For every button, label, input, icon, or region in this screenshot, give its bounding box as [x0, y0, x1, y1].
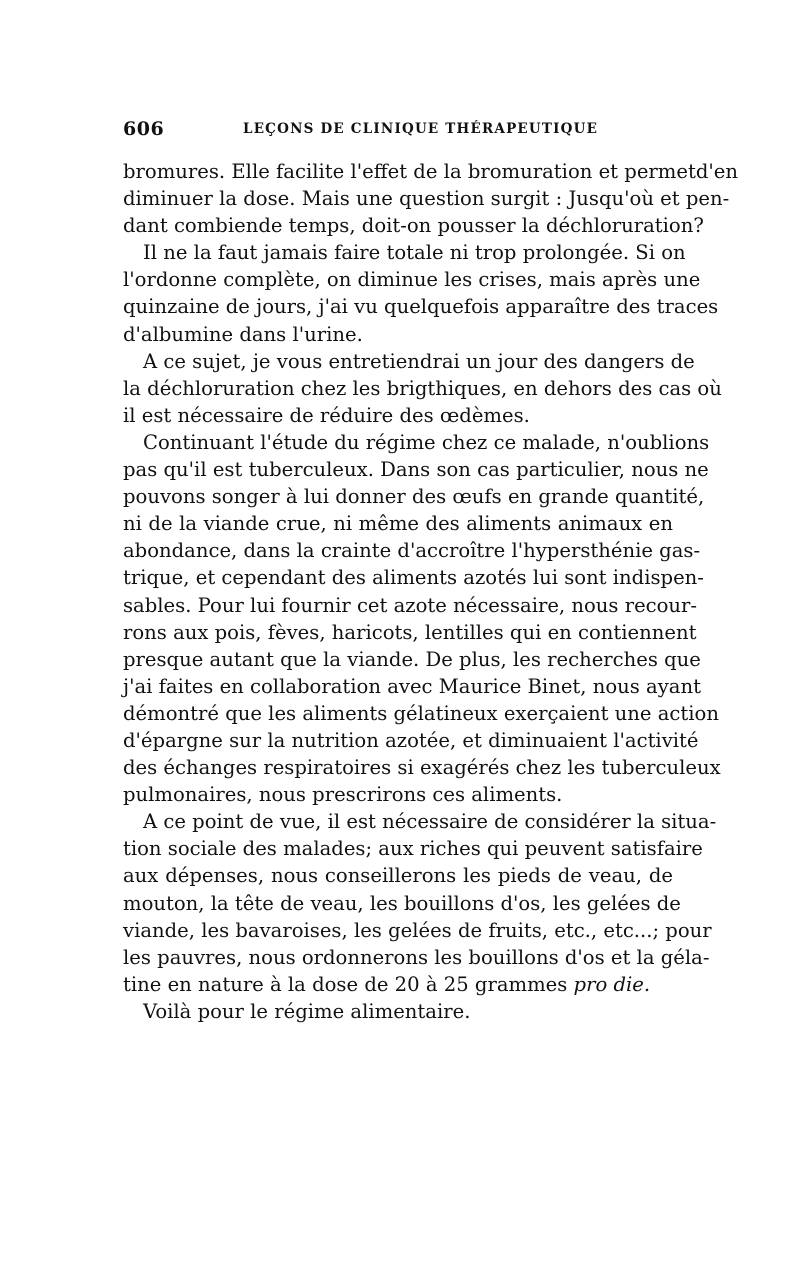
text-line: aux dépenses, nous conseillerons les pieds de veau, de [123, 864, 673, 888]
text-run: tine en nature à la dose de 20 à 25 grammes [123, 972, 574, 996]
text-line: bromures. Elle facilite l'effet de la bromuration et permetd'en [123, 160, 738, 183]
text-line: viande, les bavaroises, les gelées de fruits, etc., etc...; pour [123, 918, 712, 942]
text-line: abondance, dans la crainte d'accroître l'hypersthénie gas- [123, 539, 701, 563]
paragraph [123, 808, 717, 998]
paragraph [123, 348, 722, 429]
page-header [123, 118, 683, 148]
text-line: pouvons songer à lui donner des œufs en grande quantité, [123, 485, 705, 509]
text-line: presque autant que la viande. De plus, les recherches que [123, 647, 701, 671]
text-line: tion sociale des malades; aux riches qui peuvent satisfaire [123, 837, 703, 861]
text-line: les pauvres, nous ordonnerons les bouillons d'os et la géla- [123, 945, 710, 969]
text-line: trique, et cependant des aliments azotés lui sont indispen- [123, 566, 704, 590]
italic-text-run: pro die. [573, 972, 651, 996]
text-line: mouton, la tête de veau, les bouillons d'os, les gelées de [123, 891, 681, 915]
text-line: dant combiende temps, doit-on pousser la déchloruration? [123, 214, 704, 238]
text-line: pas qu'il est tuberculeux. Dans son cas particulier, nous ne [123, 458, 709, 482]
text-line: diminuer la dose. Mais une question surgit : Jusqu'où et pen- [123, 187, 730, 211]
paragraph [123, 429, 721, 808]
text-line [123, 971, 673, 998]
text-line: d'épargne sur la nutrition azotée, et diminuaient l'activité [123, 728, 699, 752]
text-line: j'ai faites en collaboration avec Maurice Binet, nous ayant [123, 674, 701, 698]
text-line: des échanges respiratoires si exagérés chez les tuberculeux [123, 756, 721, 780]
text-line: d'albumine dans l'urine. [123, 322, 363, 346]
text-line: ni de la viande crue, ni même des aliments animaux en [123, 512, 673, 536]
text-line: quinzaine de jours, j'ai vu quelquefois apparaître des traces [123, 295, 719, 319]
text-line: l'ordonne complète, on diminue les crises, mais après une [123, 268, 701, 292]
paragraph [123, 158, 738, 239]
text-line: il est nécessaire de réduire des œdèmes. [123, 403, 530, 427]
text-line: pulmonaires, nous prescrirons ces aliments. [123, 783, 563, 807]
text-line: A ce sujet, je vous entretiendrai un jour des dangers de [143, 349, 695, 373]
text-line: Il ne la faut jamais faire totale ni trop prolongée. Si on [143, 241, 686, 265]
paragraph [123, 998, 673, 1025]
text-line: Continuant l'étude du régime chez ce malade, n'oublions [143, 430, 710, 454]
paragraph [123, 239, 719, 347]
text-line: sables. Pour lui fournir cet azote nécessaire, nous recour- [123, 593, 698, 617]
page-number: 606 [123, 118, 165, 140]
text-line: Voilà pour le régime alimentaire. [143, 999, 471, 1023]
text-line: démontré que les aliments gélatineux exerçaient une action [123, 701, 719, 725]
text-line: A ce point de vue, il est nécessaire de considérer la situa- [143, 810, 717, 834]
running-title: LEÇONS DE CLINIQUE THÉRAPEUTIQUE [243, 121, 599, 137]
text-line: la déchloruration chez les brigthiques, en dehors des cas où [123, 376, 722, 400]
body-text [123, 158, 738, 1025]
text-line: rons aux pois, fèves, haricots, lentilles qui en contiennent [123, 620, 697, 644]
